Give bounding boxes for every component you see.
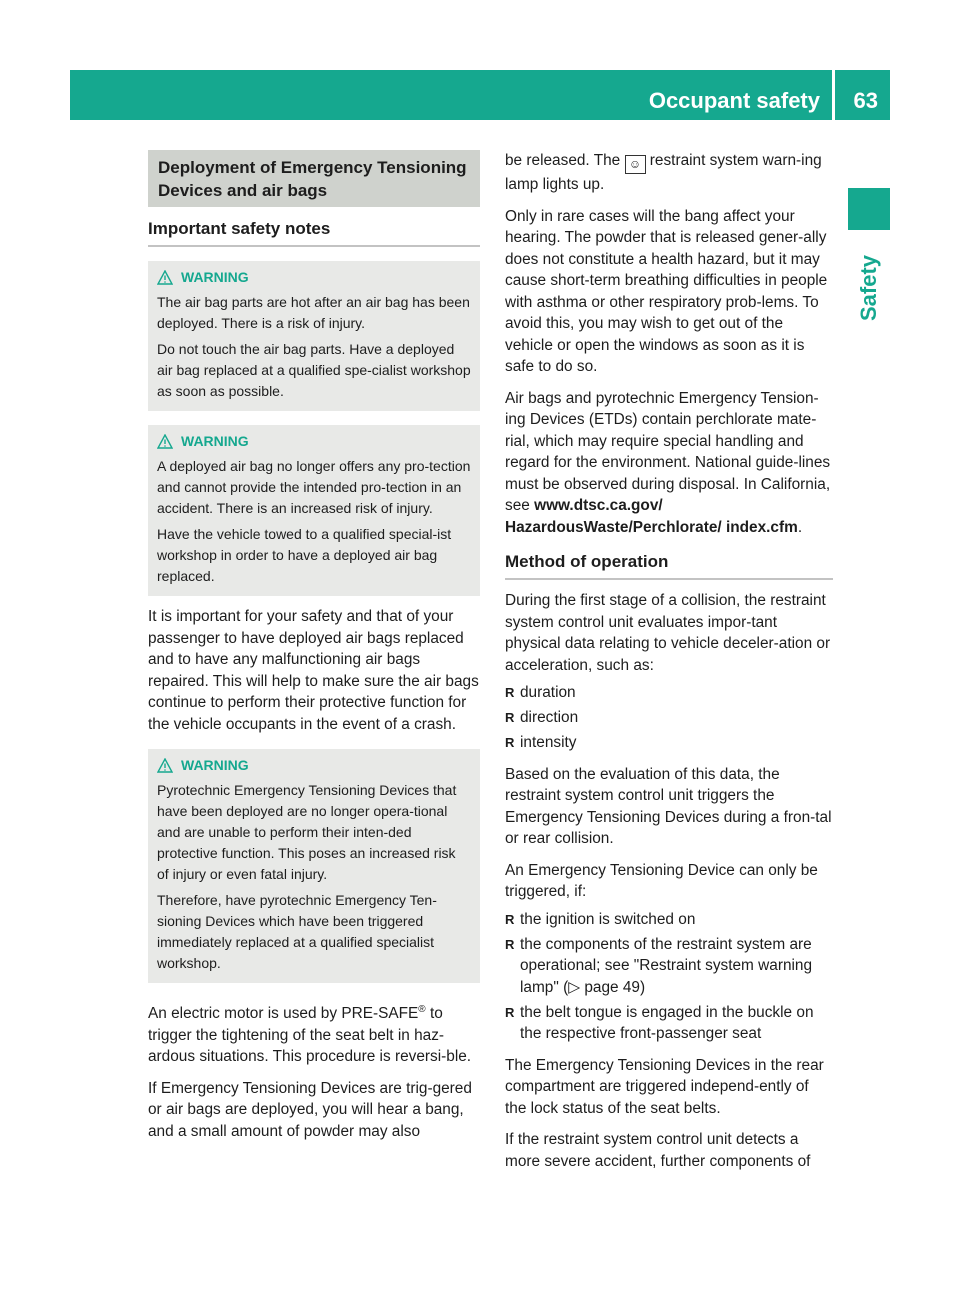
warning-box (148, 261, 480, 411)
warning-box (148, 749, 480, 983)
body-paragraph: If the restraint system control unit detects a more severe accident, further components of (505, 1131, 811, 1170)
warning-text: Therefore, have pyrotechnic Emergency Ten-sioning Devices which have been triggered immediately replaced at a qualified specialist workshop. (157, 892, 437, 971)
warning-title: WARNING (157, 431, 471, 452)
warning-text: Do not touch the air bag parts. Have a deployed air bag replaced at a qualified spe-cialist workshop as soon as possible. (157, 341, 471, 399)
warning-title: WARNING (157, 755, 471, 776)
list-item: R the components of the restraint system are operational; see "Restraint system warning lamp" (▷ page 49) (505, 934, 833, 999)
section-tab-label: Safety (856, 254, 881, 322)
body-paragraph: The Emergency Tensioning Devices in the rear compartment are triggered independ-ently of the lock status of the seat belts. (505, 1056, 824, 1117)
body-paragraph: An electric motor is used by PRE-SAFE® to trigger the tightening of the seat belt in haz-ardous situations. This procedure is reversi-ble. (148, 1004, 472, 1066)
perchlorate-link[interactable]: www.dtsc.ca.gov/ HazardousWaste/Perchlorate/ index.cfm (505, 497, 798, 536)
warning-text: Have the vehicle towed to a qualified special-ist workshop in order to have a deployed air bag replaced. (157, 526, 452, 584)
warning-text: Pyrotechnic Emergency Tensioning Devices that have been deployed are no longer opera-tional and are unable to perform their inten-ded protective function. This poses an increased risk of injury or even fatal injury. (157, 782, 457, 882)
section-tab-marker (848, 188, 890, 230)
list-item: R the belt tongue is engaged in the buckle on the respective front-passenger seat (505, 1002, 833, 1045)
section-title: Deployment of Emergency Tensioning Devices and air bags (148, 150, 480, 207)
warning-triangle-icon (157, 270, 173, 285)
warning-text: The air bag parts are hot after an air bag has been deployed. There is a risk of injury. (157, 294, 470, 331)
warning-box (148, 425, 480, 596)
body-paragraph: be released. The ☺ restraint system warn-ing lamp lights up. (505, 152, 822, 193)
warning-title: WARNING (157, 267, 471, 288)
warning-text: A deployed air bag no longer offers any pro-tection and cannot provide the intended pro-tection in an accident. There is an increased risk of injury. (157, 458, 471, 516)
list-item: R intensity (505, 732, 833, 754)
registered-mark: ® (418, 1004, 426, 1015)
body-paragraph: An Emergency Tensioning Device can only be triggered, if: (505, 861, 818, 900)
warning-triangle-icon (157, 434, 173, 449)
body-paragraph: Only in rare cases will the bang affect your hearing. The powder that is released gener-ally does not constitute a health hazard, but it may cause short-term breathing difficulties in people with asthma or other respiratory prob-lems. To avoid this, you may wish to get out of the vehicle or open the windows as soon as it is safe to do so. (505, 207, 828, 375)
list-item: R the ignition is switched on (505, 909, 833, 931)
warning-triangle-icon (157, 758, 173, 773)
subheading-method-of-operation: Method of operation (505, 552, 833, 580)
body-paragraph: Air bags and pyrotechnic Emergency Tension-ing Devices (ETDs) contain perchlorate mate-rial, which may require special handling and regard for the environment. National guide-lines must be observed during disposal. In California, see www.dtsc.ca.gov/ HazardousWaste/Perchlorate/ index.cfm. (505, 389, 831, 536)
body-paragraph: During the first stage of a collision, the restraint system control unit evaluates impor-tant physical data relating to vehicle deceler-ation or acceleration, such as: (505, 592, 831, 674)
page-header (70, 70, 890, 120)
body-paragraph: It is important for your safety and that of your passenger to have deployed air bags replaced and to have any malfunctioning air bags repaired. This will help to make sure the air bags continue to perform their protective function for the vehicle occupants in the event of a crash. (148, 608, 479, 733)
body-paragraph: If Emergency Tensioning Devices are trig-gered or air bags are deployed, you will hear a bang, and a small amount of powder may also (148, 1079, 472, 1140)
collision-data-list (505, 682, 833, 754)
left-column (148, 150, 480, 1142)
header-divider (832, 70, 835, 120)
trigger-conditions-list (505, 909, 833, 1045)
list-item: R duration (505, 682, 833, 704)
restraint-warning-lamp-icon: ☺ (625, 155, 646, 174)
chapter-title: Occupant safety (648, 88, 820, 113)
right-column (505, 150, 833, 1172)
page-number: 63 (853, 88, 878, 113)
list-item: R direction (505, 707, 833, 729)
body-paragraph: Based on the evaluation of this data, the restraint system control unit triggers the Emergency Tensioning Devices during a fron-tal or rear collision. (505, 765, 832, 847)
subheading-important-safety-notes: Important safety notes (148, 219, 480, 247)
